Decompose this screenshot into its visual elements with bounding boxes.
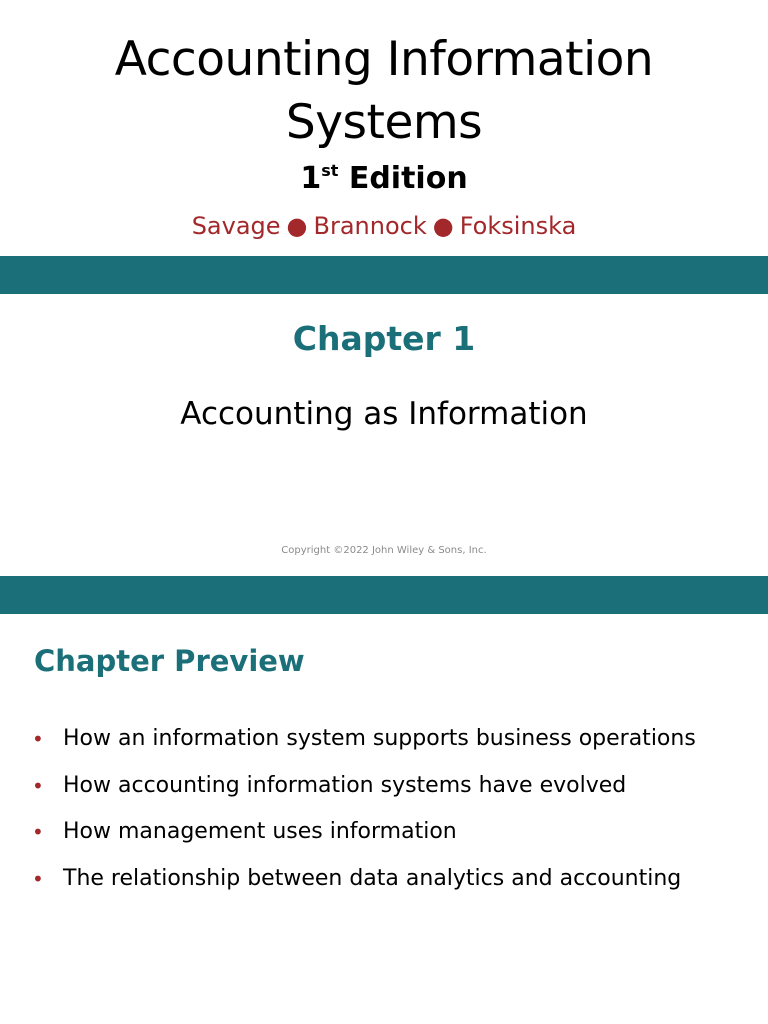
book-title bbox=[0, 28, 768, 154]
slide-divider-band bbox=[0, 576, 768, 614]
author-separator-icon: ● bbox=[286, 212, 308, 240]
list-item bbox=[30, 769, 750, 816]
author-name: Brannock bbox=[313, 212, 427, 240]
preview-heading: Chapter Preview bbox=[34, 644, 305, 678]
title-slide bbox=[0, 0, 768, 256]
bullet-icon: • bbox=[32, 727, 44, 751]
copyright-notice: Copyright ©2022 John Wiley & Sons, Inc. bbox=[281, 545, 487, 556]
chapter-preview-slide bbox=[0, 614, 768, 1024]
edition-suffix: st bbox=[321, 161, 339, 180]
bullet-icon: • bbox=[32, 820, 44, 844]
edition bbox=[0, 160, 768, 198]
chapter-subtitle: Accounting as Information bbox=[180, 396, 588, 432]
author-name: Foksinska bbox=[459, 212, 577, 240]
bullet-icon: • bbox=[32, 773, 44, 798]
author-separator-icon: ● bbox=[432, 212, 454, 240]
list-item-text: How an information system supports business operations bbox=[63, 726, 696, 751]
list-item bbox=[30, 815, 750, 862]
list-item bbox=[30, 862, 750, 909]
chapter-slide bbox=[0, 294, 768, 576]
authors bbox=[0, 210, 768, 242]
bullet-icon: • bbox=[32, 866, 44, 891]
book-title-line-2: Systems bbox=[285, 95, 483, 150]
edition-label: Edition bbox=[348, 161, 468, 196]
preview-bullet-list bbox=[30, 722, 750, 908]
book-title-line-1: Accounting Information bbox=[114, 32, 654, 87]
list-item bbox=[30, 722, 750, 769]
slide-divider-band bbox=[0, 256, 768, 294]
list-item-text: How management uses information bbox=[63, 819, 457, 844]
list-item-text: The relationship between data analytics and accounting bbox=[63, 865, 682, 891]
author-name: Savage bbox=[191, 212, 281, 240]
chapter-heading: Chapter 1 bbox=[292, 319, 476, 358]
edition-number: 1 bbox=[300, 161, 322, 196]
list-item-text: How accounting information systems have evolved bbox=[63, 772, 627, 798]
